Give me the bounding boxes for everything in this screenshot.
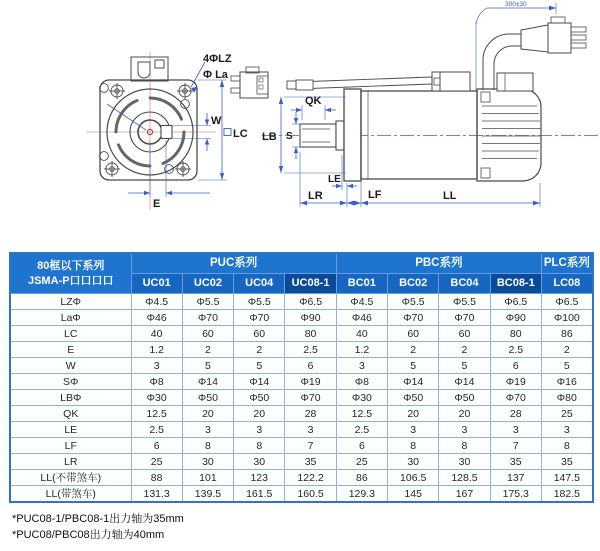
corner-title-cell <box>10 253 131 294</box>
group-header-puc: PUC系列 <box>131 253 336 274</box>
cell-value: 6 <box>336 438 387 454</box>
row-label: LL(不带煞车) <box>10 470 131 486</box>
cell-value: 1.2 <box>336 342 387 358</box>
side-label-lf: LF <box>368 189 382 201</box>
cell-value: 137 <box>490 470 541 486</box>
cell-value: 3 <box>285 422 336 438</box>
footnotes <box>12 512 184 544</box>
cell-value: 8 <box>234 438 285 454</box>
cell-value: 3 <box>234 422 285 438</box>
model-header: BC04 <box>439 274 490 294</box>
group-header-plc: PLC系列 <box>541 253 592 274</box>
dimension-table <box>9 252 594 503</box>
cell-value: Φ4.5 <box>131 294 182 310</box>
shaft <box>300 121 344 150</box>
cell-value: 2 <box>388 342 439 358</box>
cell-value: 8 <box>182 438 233 454</box>
row-label: LR <box>10 454 131 470</box>
side-label-s: S <box>286 131 293 142</box>
flange-plate <box>344 89 361 181</box>
spec-table-body <box>10 294 593 503</box>
row-label: E <box>10 342 131 358</box>
model-header: UC02 <box>182 274 233 294</box>
front-label-la: Φ La <box>203 69 228 81</box>
cell-value: Φ70 <box>490 390 541 406</box>
cell-value: Φ50 <box>439 390 490 406</box>
side-label-ll: LL <box>443 190 457 202</box>
cell-value: 6 <box>490 358 541 374</box>
row-label: LaΦ <box>10 310 131 326</box>
encoder-cable <box>287 77 432 90</box>
cell-value: 30 <box>182 454 233 470</box>
cell-value: Φ5.5 <box>388 294 439 310</box>
cell-value: Φ16 <box>541 374 592 390</box>
cell-value: 2 <box>541 342 592 358</box>
front-label-lz: 4ΦLZ <box>203 53 232 65</box>
table-row <box>10 454 593 470</box>
cell-value: 20 <box>234 406 285 422</box>
cell-value: Φ46 <box>336 310 387 326</box>
row-label: LZΦ <box>10 294 131 310</box>
cell-value: 3 <box>541 422 592 438</box>
cell-value: 3 <box>131 358 182 374</box>
row-label: LBΦ <box>10 390 131 406</box>
cell-value: Φ90 <box>285 310 336 326</box>
table-row <box>10 422 593 438</box>
cell-value: Φ19 <box>285 374 336 390</box>
cell-value: 35 <box>285 454 336 470</box>
cell-value: Φ50 <box>182 390 233 406</box>
shaft-key <box>161 126 172 139</box>
corner-title-line1: 80框以下系列 <box>37 259 105 272</box>
cell-value: 5 <box>388 358 439 374</box>
row-label: SΦ <box>10 374 131 390</box>
cell-value: Φ50 <box>234 390 285 406</box>
front-label-lc: LC <box>233 128 248 140</box>
cell-value: 60 <box>234 326 285 342</box>
cell-value: 129.3 <box>336 486 387 503</box>
cell-value: 25 <box>131 454 182 470</box>
cell-value: Φ70 <box>388 310 439 326</box>
cell-value: 2.5 <box>490 342 541 358</box>
cell-value: Φ90 <box>490 310 541 326</box>
side-view-drawing <box>231 17 598 181</box>
cell-value: 167 <box>439 486 490 503</box>
cell-value: 123 <box>234 470 285 486</box>
cell-value: 28 <box>490 406 541 422</box>
row-label: QK <box>10 406 131 422</box>
mounting-holes <box>100 83 193 177</box>
cell-value: Φ46 <box>131 310 182 326</box>
row-label: LC <box>10 326 131 342</box>
cell-value: 5 <box>182 358 233 374</box>
table-row <box>10 470 593 486</box>
cell-value: Φ8 <box>336 374 387 390</box>
cell-value: 101 <box>182 470 233 486</box>
motor-body <box>361 91 477 179</box>
cell-value: Φ80 <box>541 390 592 406</box>
cell-value: 2 <box>182 342 233 358</box>
cell-value: 128.5 <box>439 470 490 486</box>
cell-value: Φ14 <box>234 374 285 390</box>
front-label-e: E <box>153 198 161 210</box>
front-view-drawing <box>86 52 216 210</box>
cell-value: 160.5 <box>285 486 336 503</box>
power-connector <box>521 17 586 53</box>
group-header-row <box>10 253 593 274</box>
cell-value: 2.5 <box>336 422 387 438</box>
model-header: UC08-1 <box>285 274 336 294</box>
model-header: UC04 <box>234 274 285 294</box>
cell-value: Φ70 <box>182 310 233 326</box>
model-header: BC01 <box>336 274 387 294</box>
cell-value: 8 <box>541 438 592 454</box>
cell-value: 5 <box>234 358 285 374</box>
table-row <box>10 358 593 374</box>
cell-value: Φ4.5 <box>336 294 387 310</box>
cell-value: 20 <box>388 406 439 422</box>
footnote-2: *PUC08/PBC08出力轴为40mm <box>12 528 165 541</box>
motor-dimension-drawing <box>0 0 600 250</box>
cell-value: Φ14 <box>388 374 439 390</box>
cell-value: 3 <box>439 422 490 438</box>
cell-value: 182.5 <box>541 486 592 503</box>
cell-value: Φ50 <box>388 390 439 406</box>
encoder-connector <box>231 67 268 98</box>
cell-value: Φ8 <box>131 374 182 390</box>
cell-value: 25 <box>541 406 592 422</box>
cell-value: 3 <box>336 358 387 374</box>
cell-value: 80 <box>490 326 541 342</box>
cell-value: 88 <box>131 470 182 486</box>
terminal-block <box>432 72 470 91</box>
cell-value: Φ5.5 <box>234 294 285 310</box>
cell-value: 161.5 <box>234 486 285 503</box>
cell-value: Φ6.5 <box>490 294 541 310</box>
model-header: BC02 <box>388 274 439 294</box>
cell-value: 5 <box>541 358 592 374</box>
cell-value: 30 <box>439 454 490 470</box>
cell-value: 60 <box>388 326 439 342</box>
cell-value: 131.3 <box>131 486 182 503</box>
cell-value: Φ30 <box>336 390 387 406</box>
cell-value: 35 <box>490 454 541 470</box>
cell-value: 3 <box>490 422 541 438</box>
cell-value: 139.5 <box>182 486 233 503</box>
cell-value: Φ100 <box>541 310 592 326</box>
table-row <box>10 406 593 422</box>
cell-value: Φ6.5 <box>541 294 592 310</box>
cell-value: 145 <box>388 486 439 503</box>
cell-value: 80 <box>285 326 336 342</box>
cell-value: 86 <box>541 326 592 342</box>
side-label-le: LE <box>328 174 341 185</box>
cell-value: 28 <box>285 406 336 422</box>
cell-value: 2.5 <box>131 422 182 438</box>
table-row <box>10 294 593 310</box>
front-dimensions <box>128 62 231 197</box>
cell-value: 106.5 <box>388 470 439 486</box>
cell-value: 40 <box>131 326 182 342</box>
cell-value: 2 <box>439 342 490 358</box>
table-row <box>10 486 593 503</box>
side-label-lr: LR <box>308 190 323 202</box>
table-row <box>10 438 593 454</box>
cell-value: 60 <box>182 326 233 342</box>
cell-value: 2.5 <box>285 342 336 358</box>
cell-value: 86 <box>336 470 387 486</box>
cell-value: 8 <box>439 438 490 454</box>
cell-value: 25 <box>336 454 387 470</box>
cell-value: 12.5 <box>131 406 182 422</box>
model-header: UC01 <box>131 274 182 294</box>
model-header: LC08 <box>541 274 592 294</box>
cell-value: 6 <box>131 438 182 454</box>
side-label-qk: QK <box>305 95 322 107</box>
cell-value: 1.2 <box>131 342 182 358</box>
group-header-pbc: PBC系列 <box>336 253 541 274</box>
cell-value: 3 <box>388 422 439 438</box>
cell-value: Φ19 <box>490 374 541 390</box>
corner-title-line2: JSMA-P口口口口 <box>27 274 114 287</box>
rear-housing <box>477 89 541 181</box>
cell-value: 7 <box>490 438 541 454</box>
cell-value: 12.5 <box>336 406 387 422</box>
cell-value: Φ70 <box>234 310 285 326</box>
cell-value: Φ6.5 <box>285 294 336 310</box>
table-row <box>10 326 593 342</box>
cell-value: 147.5 <box>541 470 592 486</box>
cell-value: 30 <box>388 454 439 470</box>
row-label: LF <box>10 438 131 454</box>
cell-value: 40 <box>336 326 387 342</box>
row-label: LL(带煞车) <box>10 486 131 503</box>
cell-value: Φ5.5 <box>439 294 490 310</box>
table-row <box>10 342 593 358</box>
front-label-w: W <box>211 115 222 127</box>
table-row <box>10 310 593 326</box>
cell-value: Φ70 <box>439 310 490 326</box>
cell-value: Φ70 <box>285 390 336 406</box>
cell-value: 2 <box>234 342 285 358</box>
cell-value: Φ5.5 <box>182 294 233 310</box>
table-row <box>10 390 593 406</box>
cell-value: 122.2 <box>285 470 336 486</box>
cell-value: 6 <box>285 358 336 374</box>
cell-value: Φ30 <box>131 390 182 406</box>
cell-value: 8 <box>388 438 439 454</box>
table-row <box>10 374 593 390</box>
row-label: W <box>10 358 131 374</box>
cell-value: Φ14 <box>182 374 233 390</box>
front-connector <box>131 57 168 81</box>
cell-value: 20 <box>182 406 233 422</box>
cell-value: Φ14 <box>439 374 490 390</box>
side-label-lb: LB <box>262 131 277 143</box>
cooling-fins <box>482 106 541 159</box>
cell-value: 60 <box>439 326 490 342</box>
cell-value: 7 <box>285 438 336 454</box>
cell-value: 3 <box>182 422 233 438</box>
cell-value: 35 <box>541 454 592 470</box>
cell-value: 30 <box>234 454 285 470</box>
footnote-1: *PUC08-1/PBC08-1出力轴为35mm <box>12 513 184 525</box>
side-label-cable-length: 300±30 <box>505 1 527 8</box>
model-header: BC08-1 <box>490 274 541 294</box>
cell-value: 175.3 <box>490 486 541 503</box>
row-label: LE <box>10 422 131 438</box>
cell-value: 20 <box>439 406 490 422</box>
cell-value: 5 <box>439 358 490 374</box>
